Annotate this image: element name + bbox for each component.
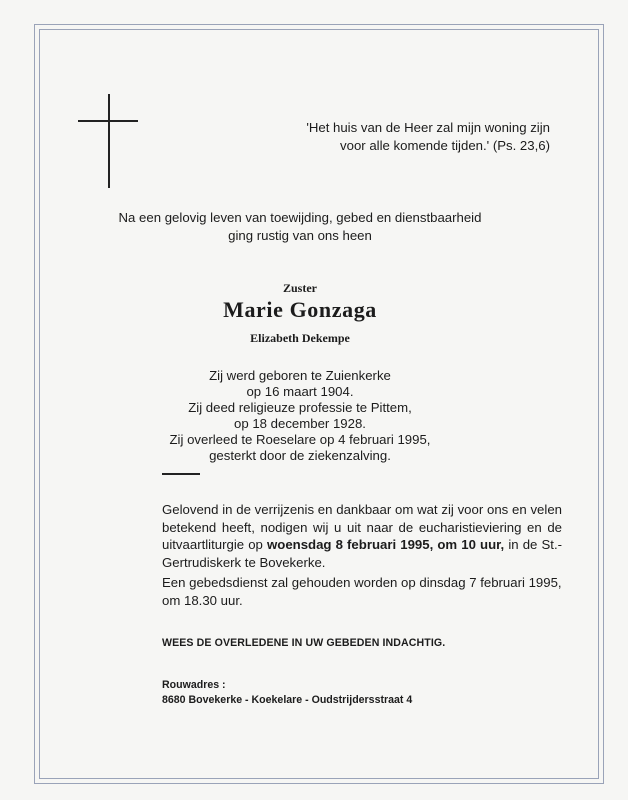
scripture-quote [250,119,550,155]
bio-line: Zij deed religieuze professie te Pittem, [188,400,412,415]
person-name: Marie Gonzaga [223,297,377,322]
bio-line: gesterkt door de ziekenzalving. [209,448,391,463]
person-title: Zuster [283,281,317,295]
person-civil-name: Elizabeth Dekempe [250,331,350,345]
cross-icon-vertical [108,94,110,188]
quote-line-1: 'Het huis van de Heer zal mijn woning zijn [306,120,550,135]
remembrance-notice: WEES DE OVERLEDENE IN UW GEBEDEN INDACHTIG. [162,637,446,649]
intro-text [90,209,510,245]
prayer-service-paragraph: Een gebedsdienst zal gehouden worden op dinsdag 7 februari 1995, om 18.30 uur. [162,575,562,608]
intro-line-1: Na een gelovig leven van toewijding, gebed en dienstbaarheid [118,210,482,225]
bio-line: op 18 december 1928. [234,416,366,431]
bio-line: Zij overleed te Roeselare op 4 februari 1995, [169,432,431,447]
quote-line-2: voor alle komende tijden.' (Ps. 23,6) [340,138,550,153]
address-value: 8680 Bovekerke - Koekelare - Oudstrijdersstraat 4 [162,694,413,706]
cross-icon-horizontal [78,120,138,122]
funeral-text-post: in de St.- Gertrudiskerk te Bovekerke. [162,537,563,570]
funeral-text-pre: Gelovend in de verrijzenis en dankbaar om wat zij voor ons en velen betekend heeft, nodigen wij u uit naar de eucharistieviering en de uitvaartliturgie op [162,502,562,552]
funeral-date: woensdag 8 februari 1995, om 10 uur, [267,537,505,552]
bio-line: op 16 maart 1904. [246,384,354,399]
intro-line-2: ging rustig van ons heen [228,228,372,243]
divider [162,473,200,475]
biography [150,368,450,464]
address-label: Rouwadres : [162,679,226,691]
bio-line: Zij werd geboren te Zuienkerke [209,368,391,383]
funeral-paragraph [162,501,562,571]
